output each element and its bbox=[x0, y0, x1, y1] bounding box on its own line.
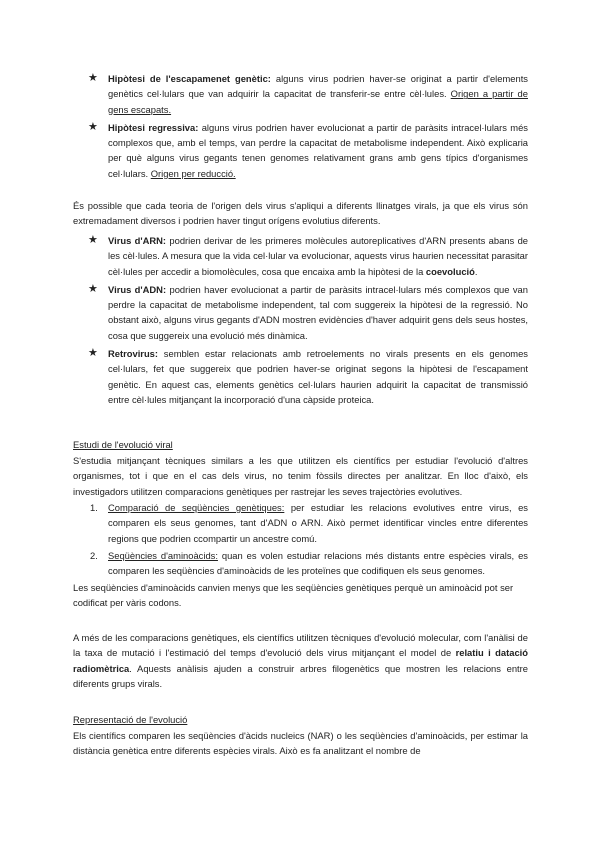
item-text: semblen estar relacionats amb retroelements no virals presents en els genomes cel·lulars, fet que suggereix que podrien haver-se originat segons la hipòtesi de l'escapament genètic. En aquest cas, elements genètics cel·lulars haurien adquirit la capacitat de transmissió entre cèl·lules mitjançant la incorporació d'una càpside proteica. bbox=[108, 348, 528, 405]
item-text: podrien derivar de les primeres molècules autoreplicatives d'ARN presents abans de les cèl·lules. A mesura que la vida cel·lular va evolucionar, aquests virus haurien necessitat parasitar cèl·lules per accedir a biomolècules, cosa que encaixa amb la hipòtesi de la bbox=[108, 235, 528, 277]
list-item bbox=[88, 346, 528, 407]
item-bold-end: coevolució bbox=[425, 265, 475, 277]
list-item bbox=[88, 119, 528, 181]
item-text: alguns virus podrien haver evolucionat a partir de paràsits intracel·lulars més complexos que, amb el temps, van perdre la capacitat de metabolisme independent. Això explicaria per què alguns virus gegants tenen genomes relativament grans amb gens típics d'organismes cel·lulars. bbox=[108, 121, 528, 179]
list-item bbox=[88, 71, 528, 117]
intro-paragraph: És possible que cada teoria de l'origen dels virus s'apliqui a diferents llinatges virals, ja que els virus són extremadament diversos i podrien haver tingut orígens evolutius diferents. bbox=[73, 200, 528, 227]
representation-heading: Representació de l'evolució bbox=[73, 714, 188, 725]
study-paragraph: S'estudia mitjançant tècniques similars a les que utilitzen els científics per estudiar l'evolució d'altres organismes, tot i que en el cas dels virus, no tenim fòssils directes per analitzar. En lloc d'això, els investigadors utilitzen comparacions genètiques per rastrejar les seves trajectòries evolutives. bbox=[73, 455, 528, 497]
item-title: Hipòtesi de l'escapamenet genètic: bbox=[108, 73, 271, 84]
molecular-paragraph bbox=[73, 630, 528, 691]
item-tail: . bbox=[474, 265, 478, 277]
list-item bbox=[88, 233, 528, 279]
amino-acid-note: Les seqüències d'aminoàcids canvien menys que les seqüències genètiques perquè un aminoàcid pot ser codificat per vàris codons. bbox=[73, 582, 514, 609]
item-text: per estudiar les relacions evolutives entre virus, es comparen els seus genomes, tant d'ADN o ARN. Això permet identificar vincles entre diferentes regions que podrien ccompartir un ancestre comú. bbox=[108, 502, 528, 544]
item-text: alguns virus podrien haver-se originat a partir d'elements genètics cel·lulars que van adquirir la capacitat de transferir-se entre cèl·lules. bbox=[108, 73, 528, 100]
item-number: 1. bbox=[90, 502, 98, 513]
star-bullet-icon: ★ bbox=[88, 233, 98, 246]
representation-paragraph: Els científics comparen les seqüències d'àcids nucleics (NAR) o les seqüències d'aminoàcids, per estimar la distància genètica entre diferents espècies virals. Això es fa analitzant el nombre de bbox=[73, 730, 528, 757]
item-title: Seqüències d'aminoàcids: bbox=[108, 549, 218, 561]
item-text: quan es volen estudiar relacions més distants entre espècies virals, es comparen les seqüències d'aminoàcids de les proteïnes que codifiquen els seus genomes. bbox=[108, 549, 528, 577]
lineages-list bbox=[88, 233, 528, 407]
molecular-text-end: . Aquests anàlisis ajuden a construir arbres filogenètics que mostren les relacions entre diferents grups virals. bbox=[73, 662, 528, 689]
star-bullet-icon: ★ bbox=[88, 346, 98, 360]
item-title: Hipòtesi regressiva: bbox=[108, 121, 199, 133]
item-title: Virus d'ADN: bbox=[108, 283, 167, 295]
item-number: 2. bbox=[90, 549, 98, 561]
item-text: podrien haver evolucionat a partir de paràsits intracel·lulars més complexos que van perdre la capacitat de metabolisme independent, tal com suggereix la hipòtesi de la regressió. No obstant això, alguns virus gegants d'ADN mostren evidències d'haver adquirit gens dels seus hostes, cosa que suggereix una evolució més dinàmica. bbox=[108, 283, 528, 341]
hypotheses-list bbox=[88, 71, 528, 181]
molecular-text: A més de les comparacions genètiques, els científics utilitzen tècniques d'evolució molecular, com l'anàlisi de la taxa de mutació i l'estimació del temps d'evolució dels virus mitjançant el model de bbox=[73, 632, 528, 659]
comparison-list bbox=[90, 500, 528, 578]
star-bullet-icon: ★ bbox=[88, 119, 98, 133]
list-item bbox=[90, 548, 528, 579]
item-title: Comparació de seqüències genètiques: bbox=[108, 502, 285, 513]
item-title: Virus d'ARN: bbox=[108, 235, 167, 246]
list-item bbox=[88, 281, 528, 343]
list-item bbox=[90, 500, 528, 546]
star-bullet-icon: ★ bbox=[88, 71, 98, 84]
origin-link: Origen per reducció. bbox=[150, 167, 236, 179]
item-title: Retrovirus: bbox=[108, 348, 159, 360]
origin-link: Origen a partir de gens escapats. bbox=[108, 88, 528, 115]
study-heading: Estudi de l'evolució viral bbox=[73, 439, 173, 450]
star-bullet-icon: ★ bbox=[88, 281, 98, 295]
molecular-bold: relatiu i datació radiomètrica bbox=[73, 647, 528, 674]
